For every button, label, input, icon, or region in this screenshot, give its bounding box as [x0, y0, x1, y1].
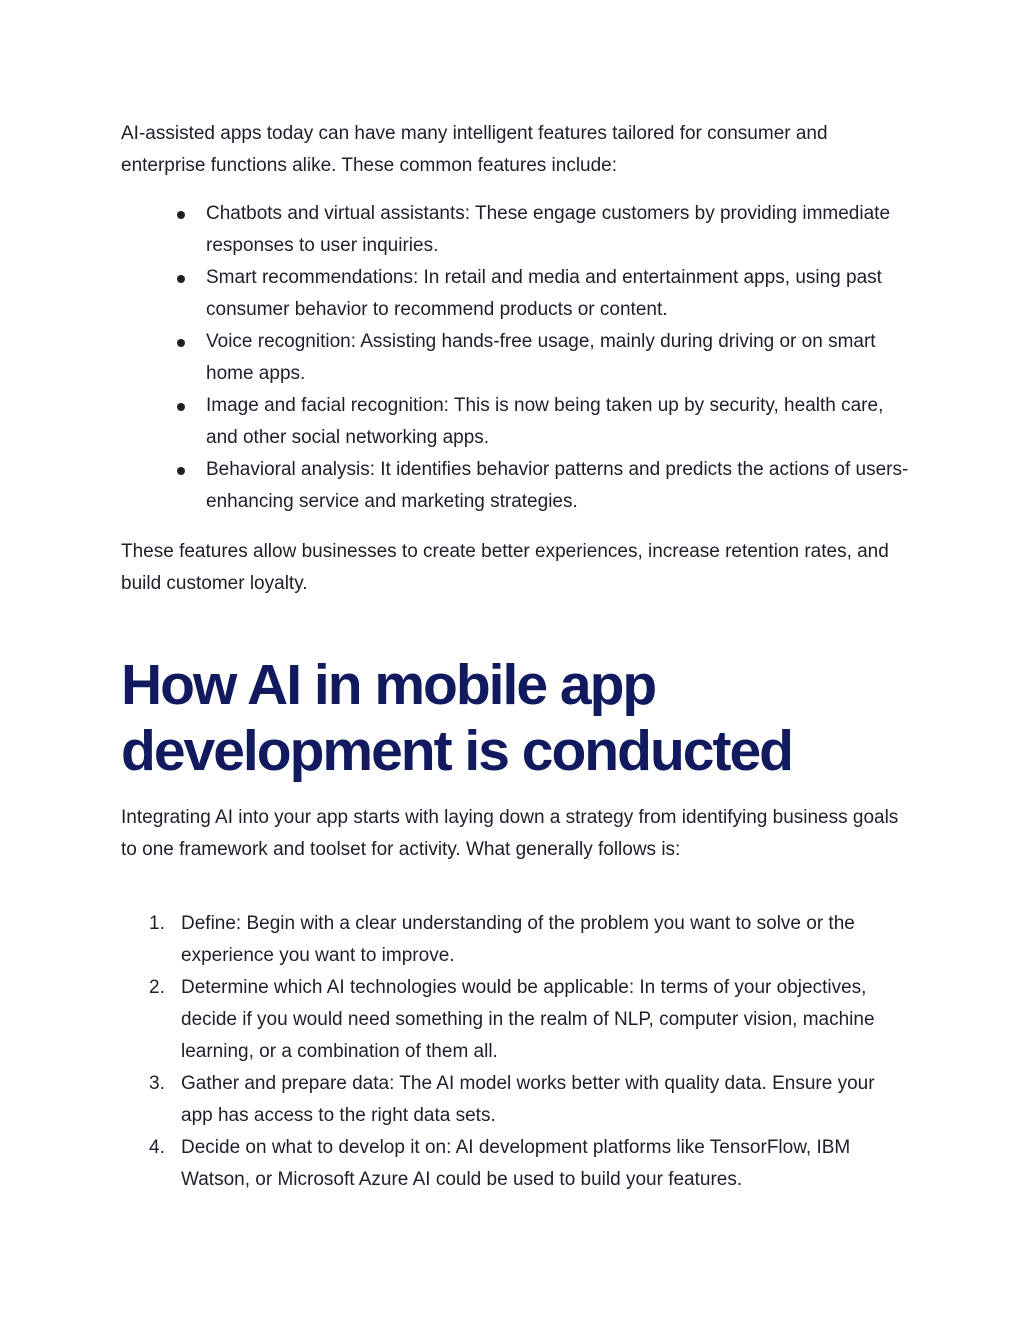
- step-text: Define: Begin with a clear understanding of the problem you want to solve or the experience you want to improve.: [181, 913, 855, 966]
- list-item-text: Smart recommendations: In retail and media and entertainment apps, using past consumer behavior to recommend products or content.: [206, 267, 882, 320]
- step-text: Determine which AI technologies would be applicable: In terms of your objectives, decide if you would need something in the realm of NLP, computer vision, machine learning, or a combination of them all.: [181, 977, 875, 1062]
- list-item-text: Image and facial recognition: This is now being taken up by security, health care, and other social networking apps.: [206, 395, 884, 448]
- list-item: [121, 390, 911, 454]
- list-item-text: Voice recognition: Assisting hands-free usage, mainly during driving or on smart home apps.: [206, 331, 876, 384]
- steps-list: [121, 908, 911, 1196]
- bullet-icon: [177, 467, 185, 475]
- step-number: 2.: [149, 977, 165, 998]
- step-number: 3.: [149, 1073, 165, 1094]
- section-heading: How AI in mobile app development is conducted: [121, 653, 792, 783]
- list-item: [121, 1068, 911, 1132]
- step-number: 1.: [149, 913, 165, 934]
- bullet-icon: [177, 339, 185, 347]
- bullet-icon: [177, 211, 185, 219]
- document-page: [121, 118, 911, 1196]
- bullet-icon: [177, 403, 185, 411]
- list-item: [121, 454, 911, 518]
- intro-paragraph: AI-assisted apps today can have many intelligent features tailored for consumer and enterprise functions alike. These common features include:: [121, 123, 828, 176]
- step-text: Gather and prepare data: The AI model works better with quality data. Ensure your app has access to the right data sets.: [181, 1073, 875, 1126]
- list-item: [121, 908, 911, 972]
- step-text: Decide on what to develop it on: AI development platforms like TensorFlow, IBM Watson, or Microsoft Azure AI could be used to build your features.: [181, 1137, 851, 1190]
- list-item-text: Chatbots and virtual assistants: These engage customers by providing immediate responses to user inquiries.: [206, 203, 891, 256]
- list-item: [121, 972, 911, 1068]
- integration-paragraph: Integrating AI into your app starts with laying down a strategy from identifying business goals to one framework and toolset for activity. What generally follows is:: [121, 807, 899, 860]
- step-number: 4.: [149, 1137, 165, 1158]
- outro-paragraph: These features allow businesses to create better experiences, increase retention rates, and build customer loyalty.: [121, 541, 889, 594]
- list-item: [121, 198, 911, 262]
- features-list: [121, 198, 911, 518]
- bullet-icon: [177, 275, 185, 283]
- list-item-text: Behavioral analysis: It identifies behavior patterns and predicts the actions of users-enhancing service and marketing strategies.: [206, 459, 909, 512]
- list-item: [121, 1132, 911, 1196]
- list-item: [121, 326, 911, 390]
- list-item: [121, 262, 911, 326]
